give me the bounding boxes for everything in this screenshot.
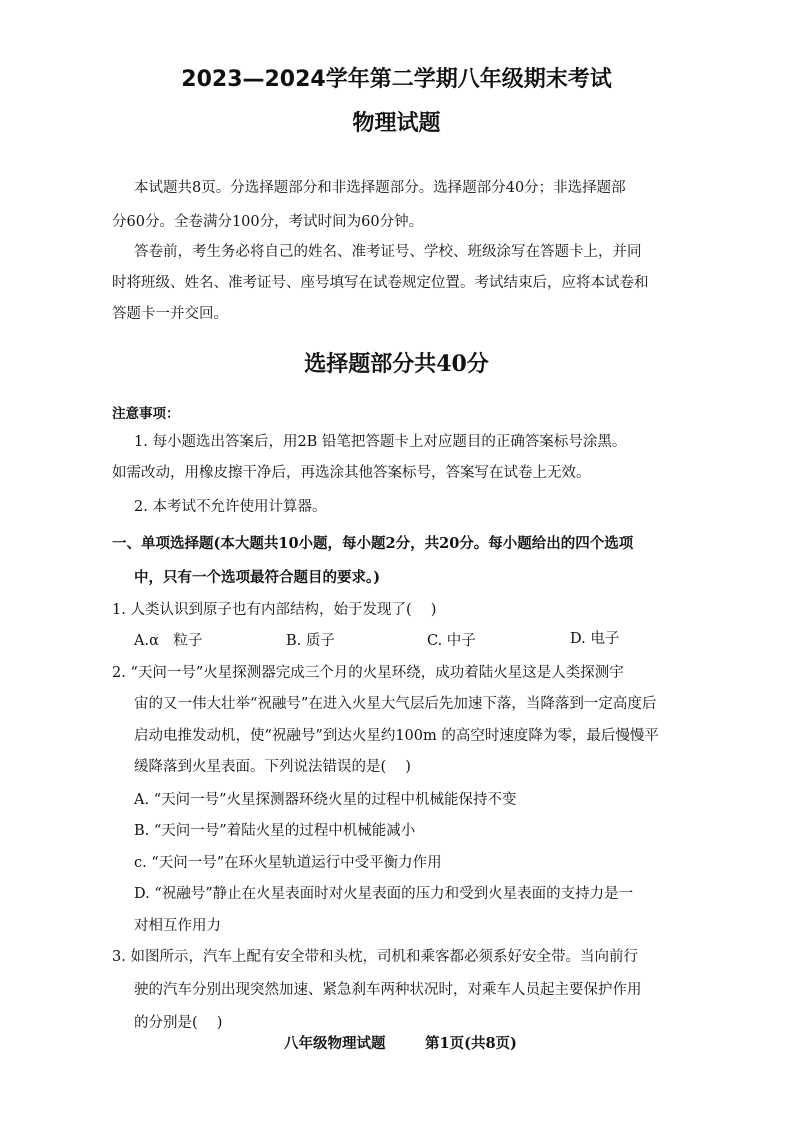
option: 对相互作用力 [134,918,221,934]
option: B. 质子 [286,633,335,649]
part-heading: 一、单项选择题(本大题共10小题，每小题2分，共20分。每小题给出的四个选项 [112,535,634,552]
exam-title: 2023—2024学年第二学期八年级期末考试 [181,67,612,92]
exam-subtitle: 物理试题 [352,111,441,136]
intro-line: 时将班级、姓名、准考证号、座号填写在试卷规定位置。考试结束后，应将本试卷和 [112,275,649,291]
question-line: 2. “天问一号”火星探测器完成三个月的火星环绕，成功着陆火星这是人类探测宇 [112,665,624,681]
question-line: 宙的又一伟大壮举“祝融号”在进入火星大气层后先加速下落，当降落到一定高度后 [134,696,657,712]
question-line: 启动电推发动机，使“祝融号”到达火星约100m 的高空时速度降为零，最后慢慢平 [134,728,659,744]
notes-item: 如需改动，用橡皮擦干净后，再选涂其他答案标号，答案写在试卷上无效。 [112,465,591,481]
intro-line: 分60分。全卷满分100分，考试时间为60分钟。 [112,214,424,230]
notes-item: 1. 每小题选出答案后，用2B 铅笔把答题卡上对应题目的正确答案标号涂黑。 [134,434,627,450]
option: B. “天问一号”着陆火星的过程中机械能减小 [134,823,416,839]
option: c. “天问一号”在环火星轨道运行中受平衡力作用 [134,855,442,871]
footer-page-number: 第1页(共8页) [425,1035,517,1052]
intro-line: 答卷前，考生务必将自己的姓名、准考证号、学校、班级涂写在答题卡上，并同 [134,244,642,260]
option: A. “天问一号”火星探测器环绕火星的过程中机械能保持不变 [134,792,517,808]
question-line: 缓降落到火星表面。下列说法错误的是( ) [134,759,411,775]
question-line: 驶的汽车分别出现突然加速、紧急刹车两种状况时，对乘车人员起主要保护作用 [134,982,642,998]
footer-subject: 八年级物理试题 [284,1035,386,1052]
option: A.α 粒子 [134,633,203,649]
option: C. 中子 [427,633,476,649]
notes-item: 2. 本考试不允许使用计算器。 [134,499,327,515]
question-line: 的分别是( ) [134,1015,223,1031]
option: D. 电子 [570,631,620,647]
section-title: 选择题部分共40分 [304,351,489,377]
notes-heading: 注意事项： [112,406,180,422]
question-stem: 1. 人类认识到原子也有内部结构，始于发现了( ) [112,602,437,618]
option: D. “祝融号”静止在火星表面时对火星表面的压力和受到火星表面的支持力是一 [134,886,634,902]
intro-line: 本试题共8页。分选择题部分和非选择题部分。选择题部分40分；非选择题部 [134,180,626,196]
intro-line: 答题卡一并交回。 [112,306,228,322]
question-line: 3. 如图所示，汽车上配有安全带和头枕，司机和乘客都必须系好安全带。当向前行 [112,949,638,965]
part-heading: 中，只有一个选项最符合题目的要求。) [134,569,381,586]
